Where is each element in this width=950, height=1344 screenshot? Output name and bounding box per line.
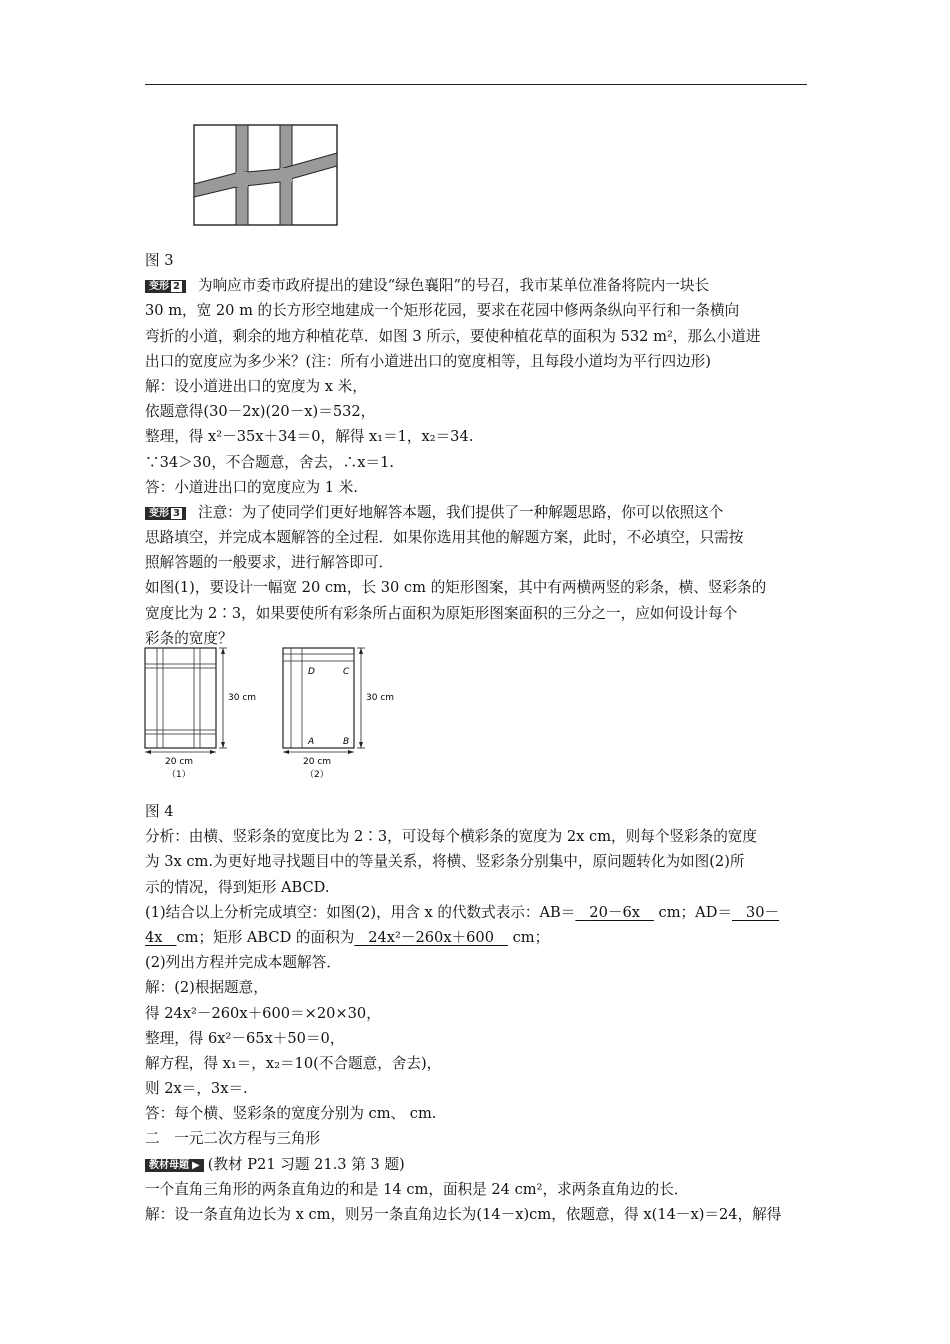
variant-2-solution-3: 整理，得 x²－35x＋34＝0，解得 x₁＝1，x₂＝34. bbox=[145, 428, 474, 446]
variant-3-problem-3: 彩条的宽度？ bbox=[145, 629, 233, 647]
part-2-instruction: (2)列出方程并完成本题解答． bbox=[145, 954, 341, 972]
fig4-width-label-1: 20 cm bbox=[165, 757, 194, 767]
variant-3-tag: 变形 3 bbox=[145, 507, 186, 520]
variant-2-solution-4: ∵34＞30，不合题意，舍去，∴x＝1. bbox=[145, 453, 395, 471]
header-rule bbox=[145, 84, 807, 85]
fig4-sub-caption-1: （1） bbox=[167, 770, 191, 780]
solution-2-line-2: 得 24x²－260x＋600＝×20×30， bbox=[145, 1004, 381, 1022]
figure-4-space bbox=[145, 651, 809, 799]
variant-2-line-1: 变形 2 为响应市委市政府提出的建设“绿色襄阳”的号召，我市某单位准备将院内一块长 bbox=[145, 273, 809, 298]
corner-b: B bbox=[343, 737, 350, 747]
solution-2-line-1: 解：(2)根据题意， bbox=[145, 979, 268, 997]
variant-3-line-1: 变形 3 注意：为了使同学们更好地解答本题，我们提供了一种解题思路，你可以依照这个 bbox=[145, 500, 809, 525]
analysis-line-2: 为 3x cm.为更好地寻找题目中的等量关系，将横、竖彩条分别集中，原问题转化为如图(2)所 bbox=[145, 853, 745, 871]
variant-2-tag: 变形 2 bbox=[145, 280, 186, 293]
variant-2-line-3: 弯折的小道，剩余的地方种植花草．如图 3 所示，要使种植花草的面积为 532 m²，那么小道进 bbox=[145, 327, 761, 345]
corner-d: D bbox=[308, 667, 315, 677]
solution-2-line-4: 解方程，得 x₁＝，x₂＝10(不合题意，舍去)， bbox=[145, 1054, 442, 1072]
ab-answer: 20－6x bbox=[589, 903, 640, 921]
section-2-solution: 解：设一条直角边长为 x cm，则另一条直角边长为(14－x)cm，依题意，得 x(14－x)＝24，解得 bbox=[145, 1206, 782, 1223]
fig4-height-label-2: 30 cm bbox=[366, 693, 395, 703]
document-body bbox=[145, 248, 809, 1227]
figure-4-caption: 图 4 bbox=[145, 803, 174, 820]
textbook-tag: 教材母题 ▶ bbox=[145, 1159, 204, 1172]
variant-2-solution-1: 解：设小道进出口的宽度为 x 米， bbox=[145, 377, 367, 395]
ad-answer-part2: 4x bbox=[145, 928, 163, 946]
corner-a: A bbox=[308, 737, 315, 747]
fig4-width-label-2: 20 cm bbox=[303, 757, 332, 767]
ad-answer-part1: 30－ bbox=[745, 903, 780, 921]
fill-blank-line-1: (1)结合以上分析完成填空：如图(2)，用含 x 的代数式表示：AB＝ 20－6x cm；AD＝ 30－ bbox=[145, 903, 780, 921]
figure-3-garden-diagram bbox=[193, 124, 339, 228]
variant-3-problem-2: 宽度比为 2∶3，如果要使所有彩条所占面积为原矩形图案面积的三分之一，应如何设计每个 bbox=[145, 604, 738, 622]
section-2-heading: 二 一元二次方程与三角形 bbox=[145, 1130, 321, 1148]
area-answer: 24x²－260x＋600 bbox=[368, 928, 494, 946]
variant-2-line-2: 30 m，宽 20 m 的长方形空地建成一个矩形花园，要求在花园中修两条纵向平行和一条横向 bbox=[145, 302, 740, 320]
variant-3-line-2: 思路填空，并完成本题解答的全过程．如果你选用其他的解题方案，此时，不必填空，只需按 bbox=[145, 529, 744, 547]
fill-blank-line-2: 4x cm；矩形 ABCD 的面积为 24x²－260x＋600 cm； bbox=[145, 928, 550, 946]
solution-2-line-3: 整理，得 6x²－65x＋50＝0， bbox=[145, 1029, 345, 1047]
section-2-problem: 一个直角三角形的两条直角边的和是 14 cm，面积是 24 cm²，求两条直角边的长． bbox=[145, 1180, 689, 1198]
fig4-sub-caption-2: （2） bbox=[305, 770, 329, 780]
variant-3-problem-1: 如图(1)，要设计一幅宽 20 cm，长 30 cm 的矩形图案，其中有两横两竖的彩条，横、竖彩条的 bbox=[145, 579, 767, 597]
figure-3-caption: 图 3 bbox=[145, 252, 174, 269]
variant-3-line-3: 照解答题的一般要求，进行解答即可． bbox=[145, 554, 394, 572]
analysis-line-3: 示的情况，得到矩形 ABCD. bbox=[145, 878, 330, 896]
variant-2-solution-2: 依题意得(30－2x)(20－x)＝532， bbox=[145, 403, 376, 421]
corner-c: C bbox=[343, 667, 350, 677]
variant-2-solution-5: 答：小道进出口的宽度应为 1 米. bbox=[145, 478, 358, 496]
analysis-line-1: 分析：由横、竖彩条的宽度比为 2∶3，可设每个横彩条的宽度为 2x cm，则每个竖彩条的宽度 bbox=[145, 828, 757, 846]
fig4-height-label-1: 30 cm bbox=[228, 693, 257, 703]
solution-2-line-6: 答：每个横、竖彩条的宽度分别为 cm、 cm. bbox=[145, 1105, 437, 1123]
variant-2-line-4: 出口的宽度应为多少米？(注：所有小道进出口的宽度相等，且每段小道均为平行四边形) bbox=[145, 352, 711, 370]
solution-2-line-5: 则 2x＝，3x＝. bbox=[145, 1080, 248, 1098]
textbook-source-line: 教材母题 ▶ (教材 P21 习题 21.3 第 3 题) bbox=[145, 1152, 809, 1177]
